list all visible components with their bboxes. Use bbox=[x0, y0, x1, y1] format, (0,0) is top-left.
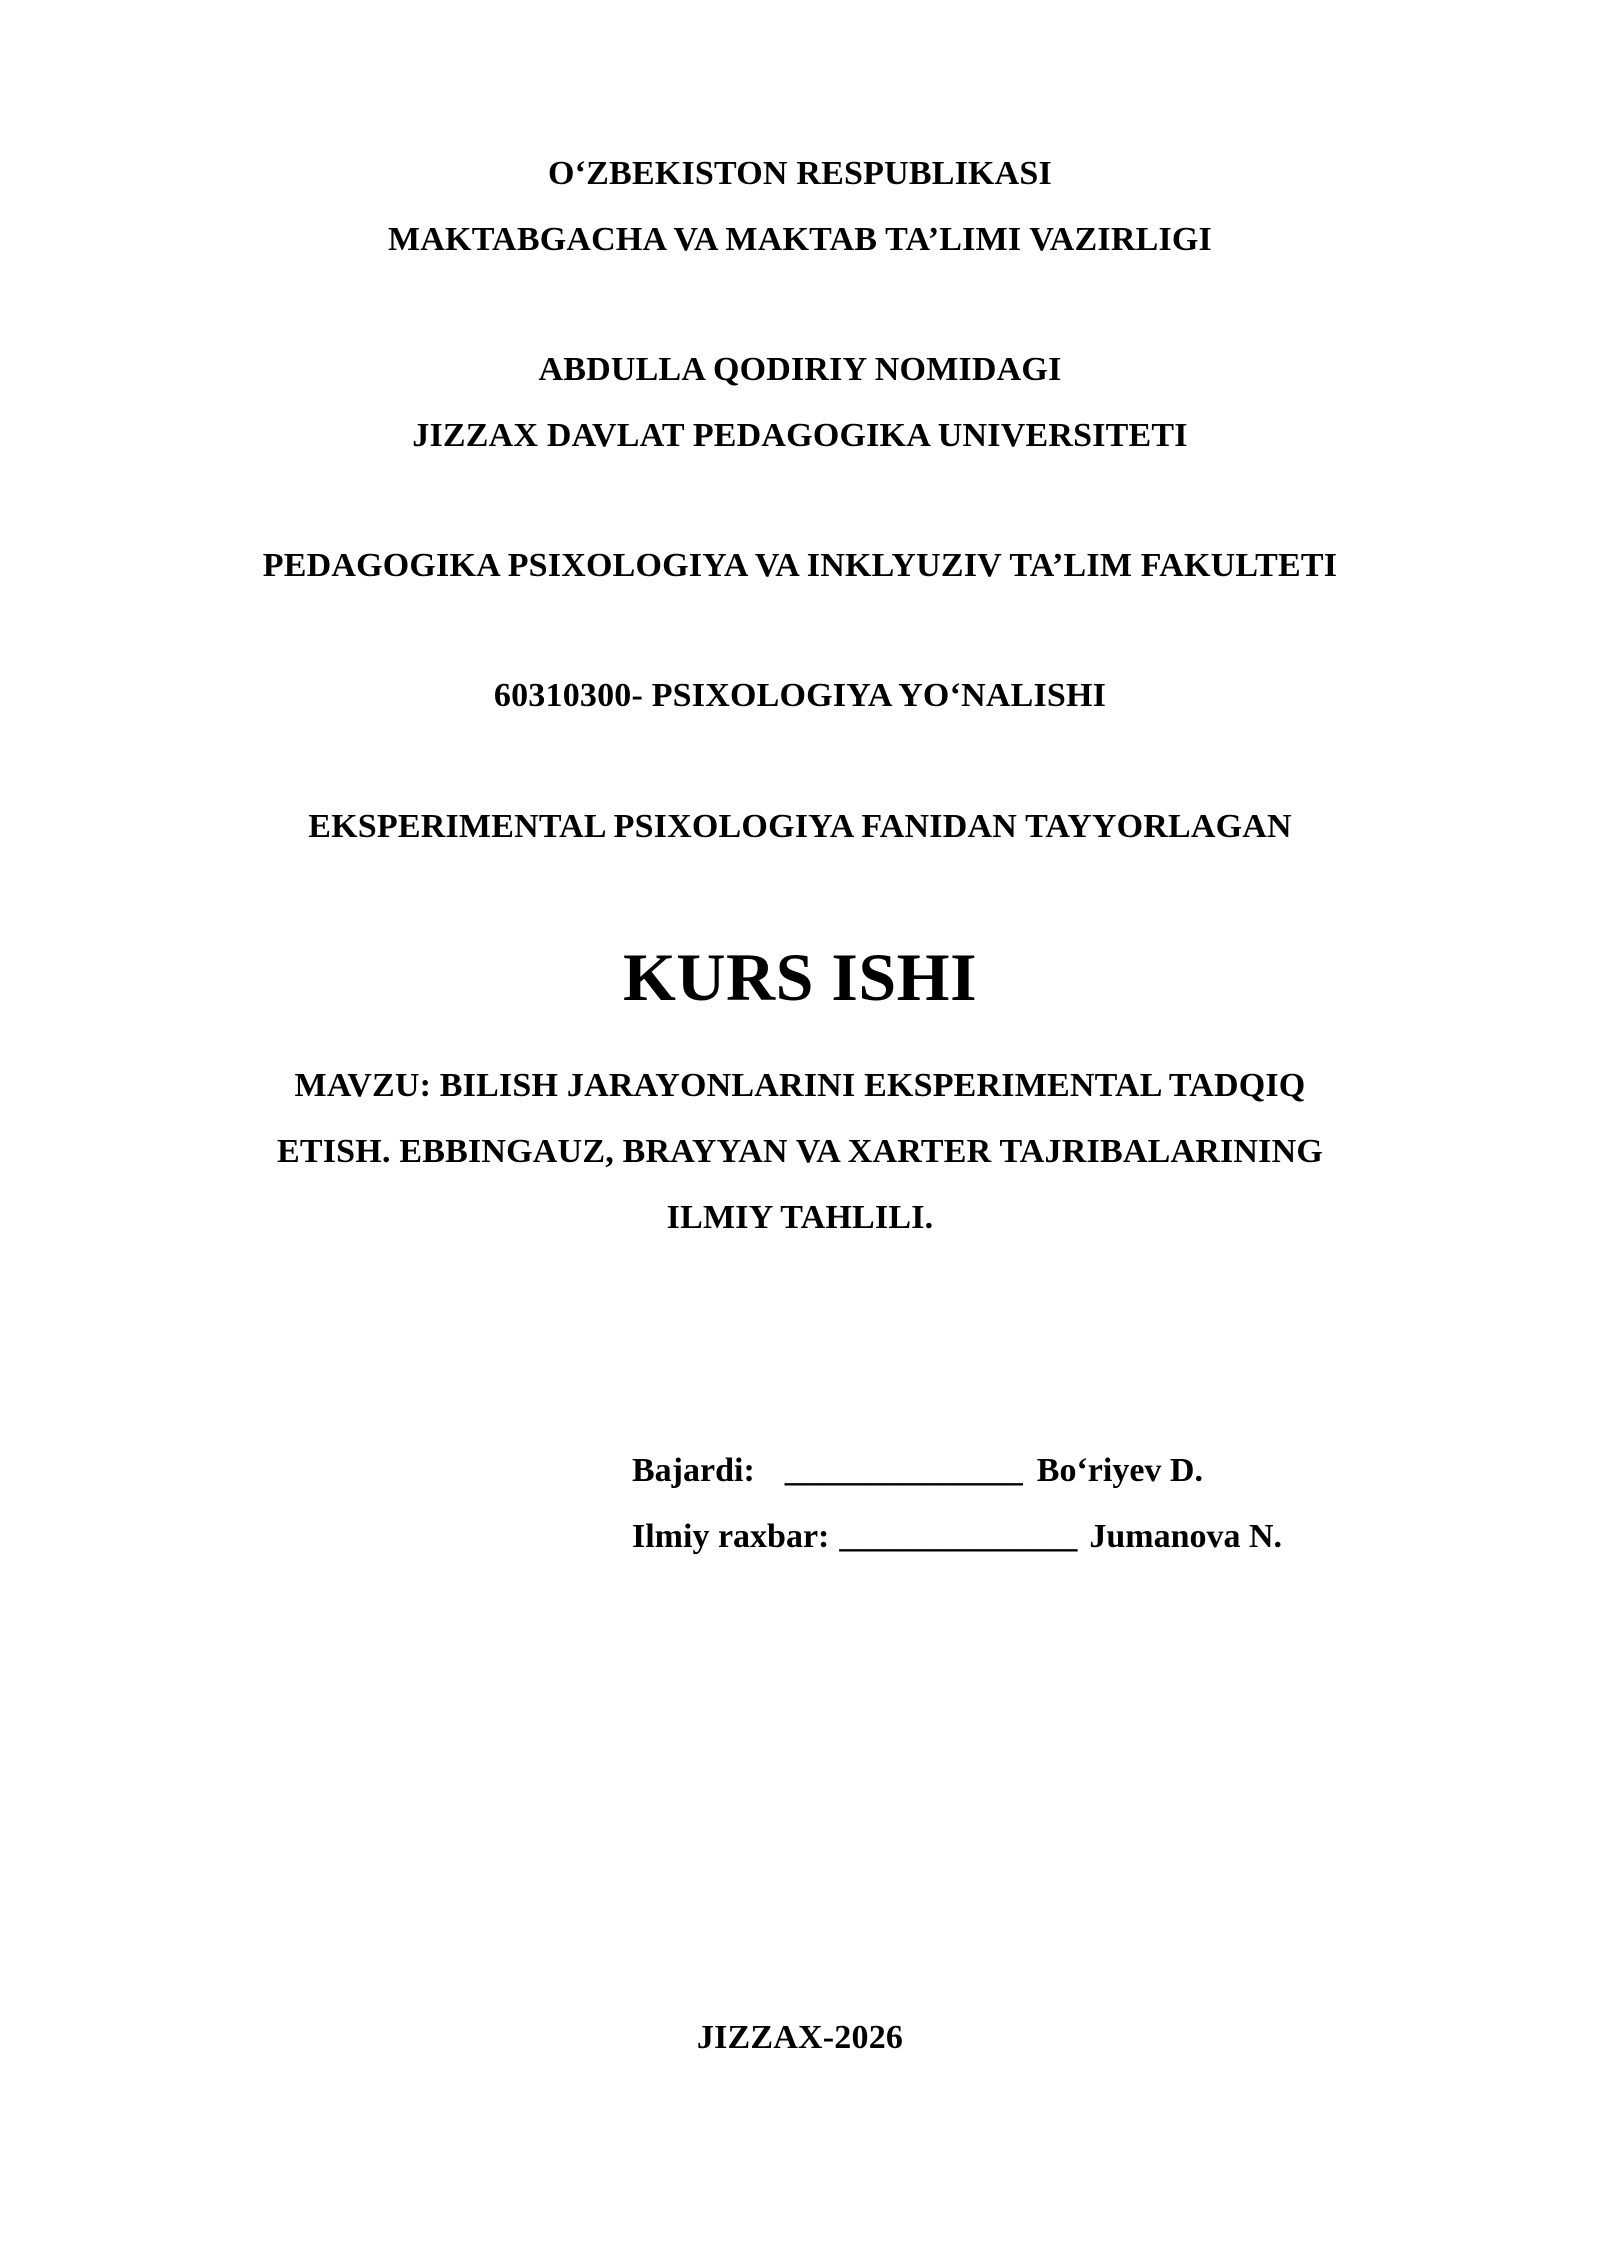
university-name-line1: ABDULLA QODIRIY NOMIDAGI bbox=[538, 351, 1062, 388]
topic-line-2: ETISH. EBBINGAUZ, BRAYYAN VA XARTER TAJRIBALARINING bbox=[277, 1133, 1323, 1170]
performer-signature-line bbox=[632, 1449, 1203, 1493]
university-name-line2: JIZZAX DAVLAT PEDAGOGIKA UNIVERSITETI bbox=[412, 417, 1188, 454]
subject-heading: EKSPERIMENTAL PSIXOLOGIYA FANIDAN TAYYORLAGAN bbox=[308, 808, 1292, 845]
faculty-heading: PEDAGOGIKA PSIXOLOGIYA VA INKLYUZIV TA’LIM FAKULTETI bbox=[262, 547, 1338, 584]
performer-signature-blank: ______________ bbox=[784, 1452, 1023, 1489]
topic-line-3: ILMIY TAHLILI. bbox=[666, 1199, 934, 1236]
performer-name: Bo‘riyev D. bbox=[1036, 1452, 1203, 1489]
supervisor-signature-line bbox=[632, 1515, 1282, 1559]
city-year: JIZZAX-2026 bbox=[696, 2019, 904, 2056]
supervisor-name: Jumanova N. bbox=[1089, 1518, 1283, 1555]
country-heading: O‘ZBEKISTON RESPUBLIKASI bbox=[548, 155, 1052, 192]
direction-heading: 60310300- PSIXOLOGIYA YO‘NALISHI bbox=[493, 677, 1107, 714]
performer-label: Bajardi: bbox=[632, 1452, 755, 1489]
document-title: KURS ISHI bbox=[622, 939, 978, 1015]
supervisor-signature-blank: ______________ bbox=[839, 1518, 1078, 1555]
ministry-heading: MAKTABGACHA VA MAKTAB TA’LIMI VAZIRLIGI bbox=[388, 221, 1212, 258]
supervisor-label: Ilmiy raxbar: bbox=[632, 1518, 830, 1555]
topic-line-1: MAVZU: BILISH JARAYONLARINI EKSPERIMENTAL TADQIQ bbox=[294, 1067, 1306, 1104]
